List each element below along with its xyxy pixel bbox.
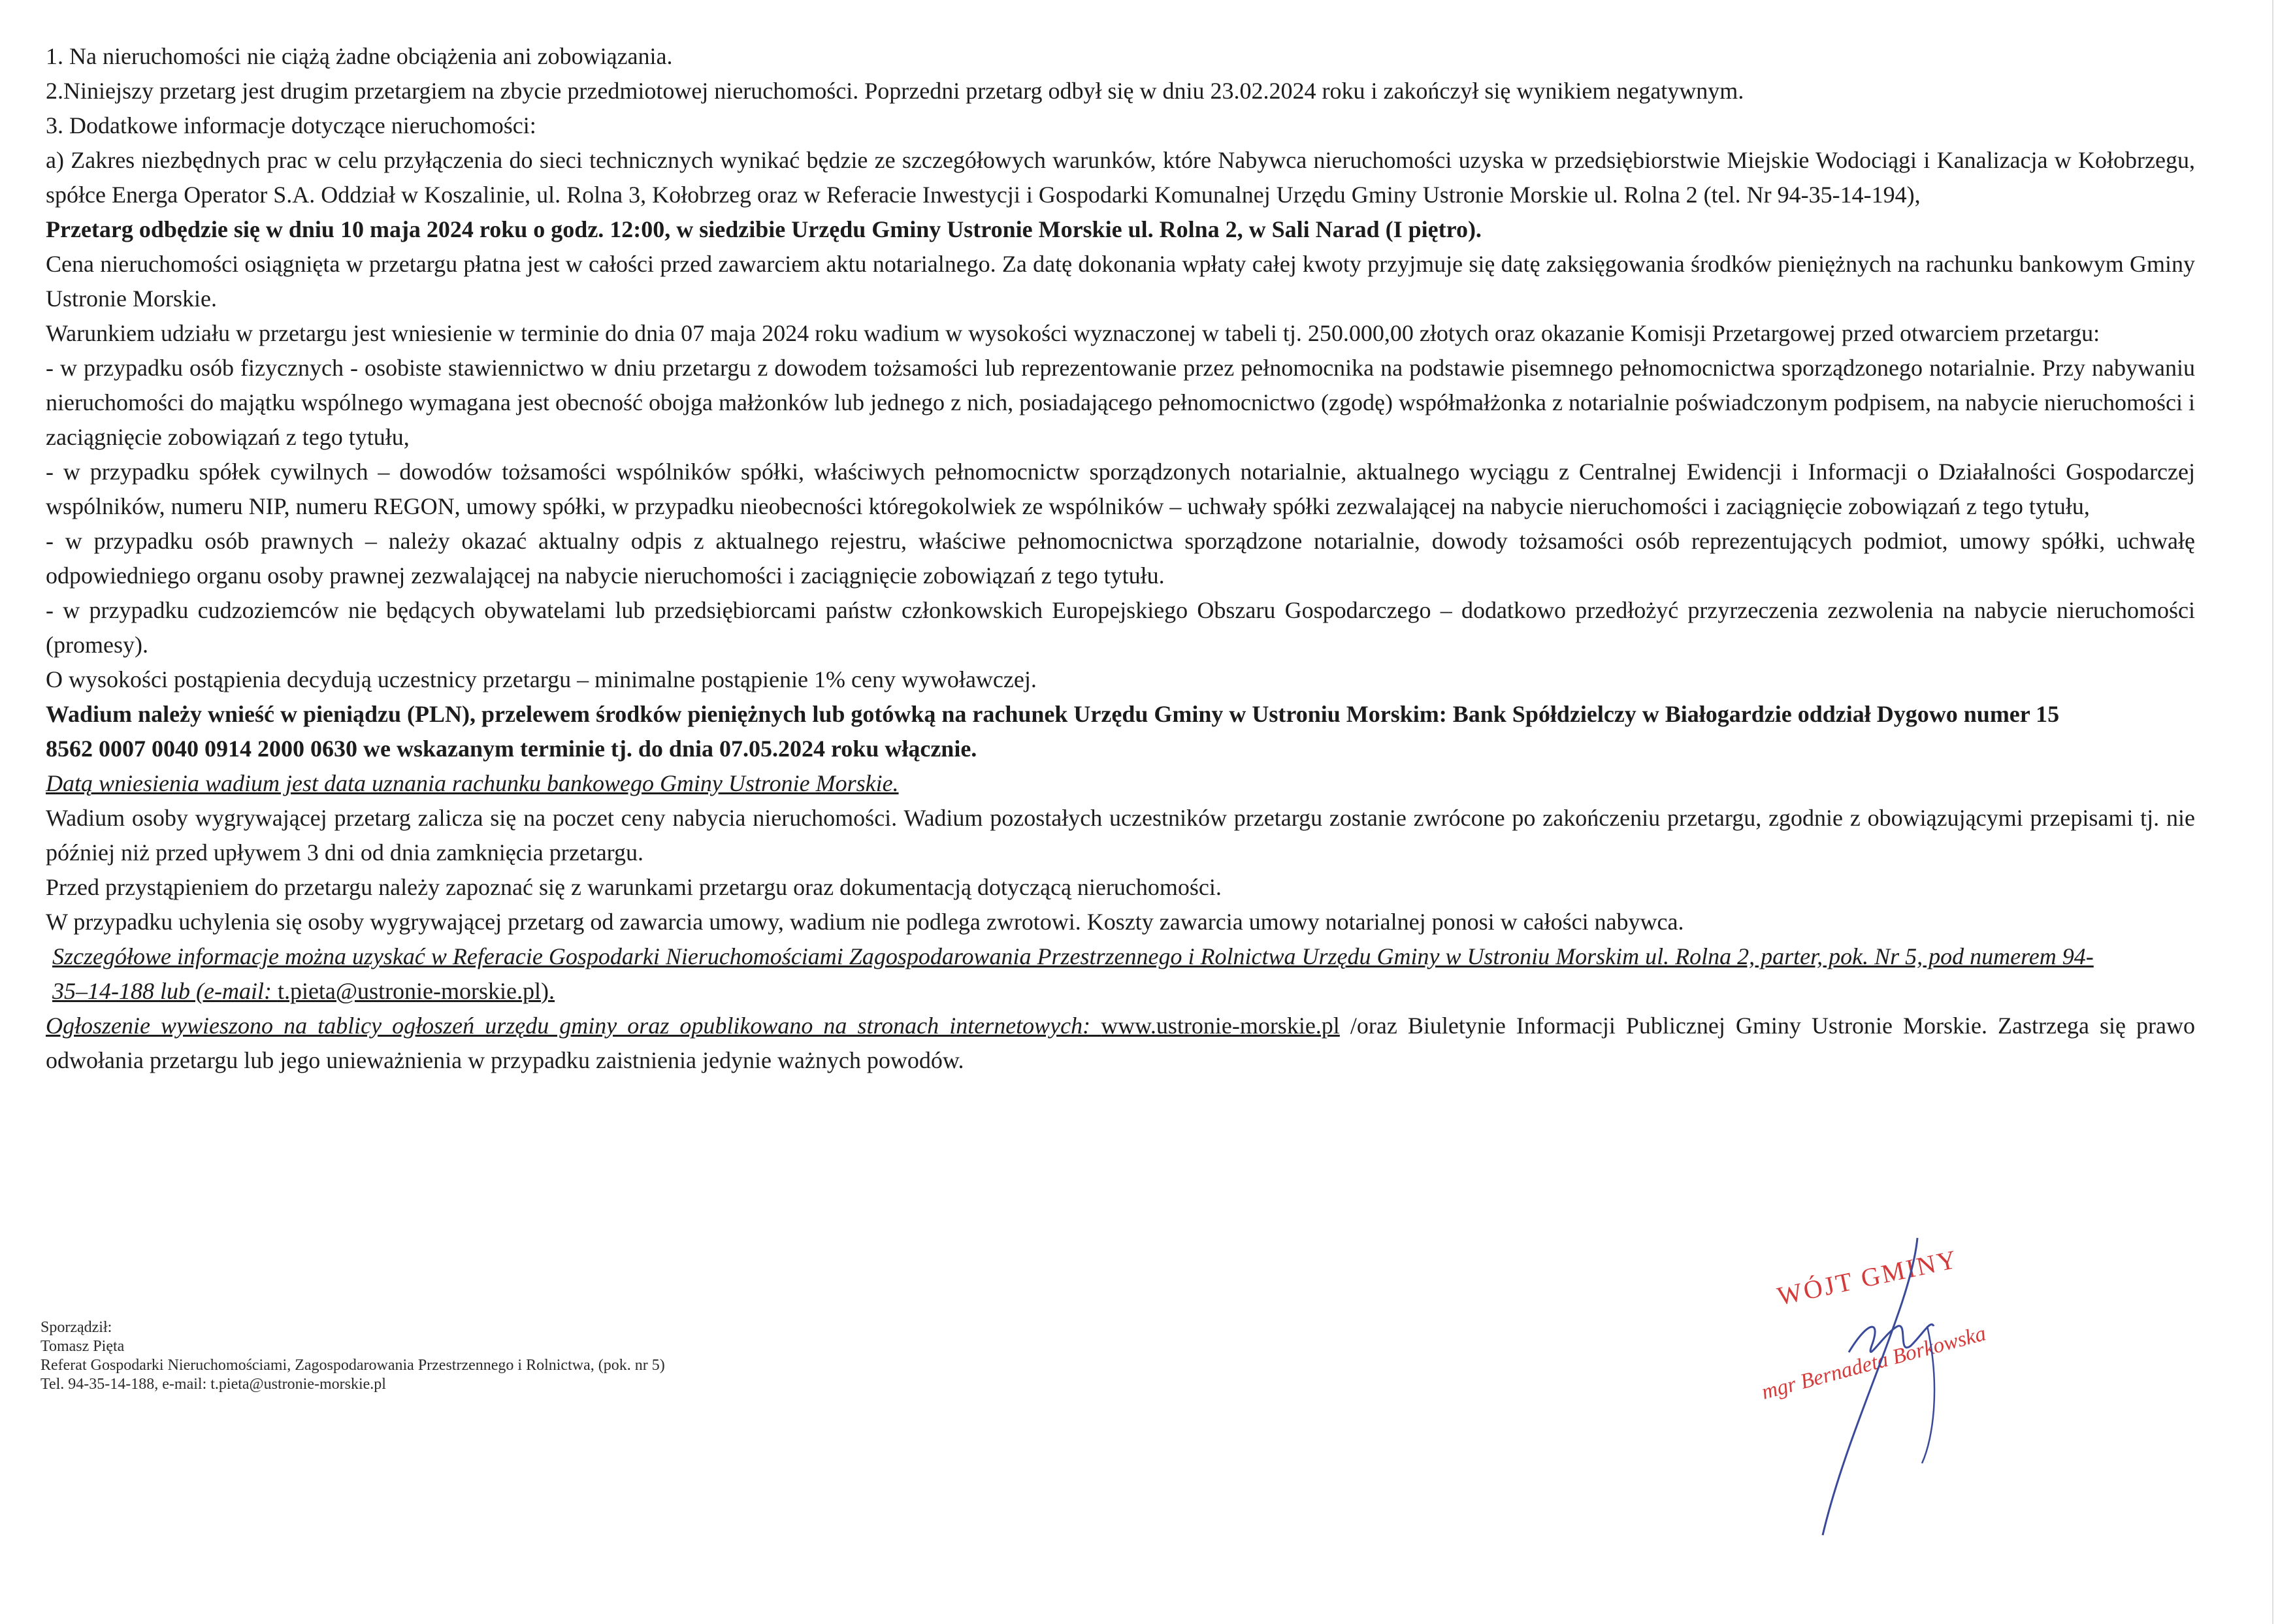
contact-details-close: ). — [541, 978, 555, 1004]
clause-additional-info-heading: 3. Dodatkowe informacje dotyczące nieruchomości: — [46, 112, 536, 138]
website-link[interactable]: www.ustronie-morskie.pl — [1101, 1013, 1340, 1039]
prepared-by-label: Sporządził: — [41, 1319, 112, 1336]
publication-notice-lead: Ogłoszenie wywieszono na tablicy ogłoszeń urzędu gminy oraz opublikowano na stronach internetowych: — [46, 1013, 1101, 1039]
req-foreigners: - w przypadku cudzoziemców nie będących obywatelami lub przedsiębiorcami państw członkowskich Europejskiego Obszaru Gospodarczego – dodatkowo przedłożyć przyrzeczenia zezwolenia na nabycie nieruchomości (promesy). — [46, 597, 2195, 658]
familiarization-note: Przed przystąpieniem do przetargu należy zapoznać się z warunkami przetargu oraz dokumentacją dotyczącą nieruchomości. — [46, 874, 1222, 900]
stamp-name: mgr Bernadeta Borkowska — [1759, 1322, 1989, 1405]
prepared-by-name: Tomasz Pięta — [41, 1338, 125, 1355]
document-body — [46, 39, 2195, 1078]
evasion-note: W przypadku uchylenia się osoby wygrywającej przetarg od zawarcia umowy, wadium nie podlega zwrotowi. Koszty zawarcia umowy notarialnej ponosi w całości nabywca. — [46, 909, 1684, 935]
req-natural-persons: - w przypadku osób fizycznych - osobiste stawiennictwo w dniu przetargu z dowodem tożsamości lub reprezentowanie przez pełnomocnika na podstawie pisemnego pełnomocnictwa sporządzonego notarialnie. Przy nabywaniu nieruchomości do majątku wspólnego wymagana jest obecność obojga małżonków lub jednego z nich, posiadającego pełnomocnictwo (zgodę) współmałżonka z notarialnie poświadczonym podpisem, na nabycie nieruchomości i zaciągnięcie zobowiązań z tego tytułu, — [46, 355, 2195, 450]
req-legal-persons: - w przypadku osób prawnych – należy okazać aktualny odpis z aktualnego rejestru, właściwe pełnomocnictwa sporządzone notarialnie, dowody tożsamości osób reprezentujących podmiot, umowy spółki, uchwałę odpowiedniego organu osoby prawnej zezwalającej na nabycie nieruchomości i zaciągnięcie zobowiązań z tego tytułu. — [46, 528, 2195, 589]
contact-details-text: Szczegółowe informacje można uzyskać w Referacie Gospodarki Nieruchomościami Zagospodarowania Przestrzennego i Rolnictwa Urzędu Gminy w Ustroniu Morskim ul. Rolna 2, parter, pok. Nr 5, pod numerem 94-35–14-188 lub (e-mail: — [52, 943, 2094, 1004]
payment-terms: Cena nieruchomości osiągnięta w przetargu płatna jest w całości przed zawarciem aktu notarialnego. Za datę dokonania wpłaty całej kwoty przyjmuje się datę zaksięgowania środków pieniężnych na rachunku bankowym Gminy Ustronie Morskie. — [46, 251, 2195, 312]
bid-increment: O wysokości postąpienia decydują uczestnicy przetargu – minimalne postąpienie 1% ceny wywoławczej. — [46, 666, 1037, 692]
deposit-conditions: Warunkiem udziału w przetargu jest wniesienie w terminie do dnia 07 maja 2024 roku wadium w wysokości wyznaczonej w tabeli tj. 250.000,00 złotych oraz okazanie Komisji Przetargowej przed otwarciem przetargu: — [46, 320, 2100, 346]
prepared-by-contact: Tel. 94-35-14-188, e-mail: t.pieta@ustronie-morskie.pl — [41, 1376, 386, 1393]
publication-notice — [46, 1009, 2195, 1078]
clause-second-tender: 2.Niniejszy przetarg jest drugim przetargiem na zbycie przedmiotowej nieruchomości. Poprzedni przetarg odbył się w dniu 23.02.2024 roku i zakończył się wynikiem negatywnym. — [46, 78, 1744, 104]
tender-date-notice: Przetarg odbędzie się w dniu 10 maja 2024 roku o godz. 12:00, w siedzibie Urzędu Gminy Ustronie Morskie ul. Rolna 2, w Sali Narad (I piętro). — [46, 216, 1482, 242]
deposit-bank-account: Wadium należy wnieść w pieniądzu (PLN), przelewem środków pieniężnych lub gotówką na rachunek Urzędu Gminy w Ustroniu Morskim: Bank Spółdzielczy w Białogardzie oddział Dygowo numer 15 8562 0007 0040 0914 2000 0630 we wskazanym terminie tj. do dnia 07.05.2024 roku włącznie. — [46, 701, 2060, 762]
clause-utilities: a) Zakres niezbędnych prac w celu przyłączenia do sieci technicznych wynikać będzie ze szczegółowych warunków, które Nabywca nieruchomości uzyska w przedsiębiorstwie Miejskie Wodociągi i Kanalizacja w Kołobrzegu, spółce Energa Operator S.A. Oddział w Koszalinie, ul. Rolna 3, Kołobrzeg oraz w Referacie Inwestycji i Gospodarki Komunalnej Urzędu Gminy Ustronie Morskie ul. Rolna 2 (tel. Nr 94-35-14-194), — [46, 147, 2195, 208]
deposit-date-note: Datą wniesienia wadium jest data uznania rachunku bankowego Gminy Ustronie Morskie. — [46, 770, 899, 796]
signature-stamp-graphic — [1751, 1228, 2117, 1555]
req-civil-partnerships: - w przypadku spółek cywilnych – dowodów tożsamości wspólników spółki, właściwych pełnomocnictw sporządzonych notarialnie, aktualnego wyciągu z Centralnej Ewidencji i Informacji o Działalności Gospodarczej wspólników, numeru NIP, numeru REGON, umowy spółki, w przypadku nieobecności któregokolwiek ze wspólników – uchwały spółki zezwalającej na nabycie nieruchomości i zaciągnięcie zobowiązań z tego tytułu, — [46, 459, 2195, 519]
page-edge — [2272, 0, 2273, 1624]
publication-notice-slash: / — [1339, 1013, 1357, 1039]
contact-details — [46, 939, 2195, 1009]
clause-encumbrances: 1. Na nieruchomości nie ciążą żadne obciążenia ani zobowiązania. — [46, 43, 673, 69]
publication-notice-rest: oraz Biuletynie Informacji Publicznej Gminy Ustronie Morskie. Zastrzega się prawo odwołania przetargu lub jego unieważnienia w przypadku zaistnienia jedynie ważnych powodów. — [46, 1013, 2195, 1073]
prepared-by-department: Referat Gospodarki Nieruchomościami, Zagospodarowania Przestrzennego i Rolnictwa, (pok. nr 5) — [41, 1357, 665, 1374]
contact-email-link[interactable]: t.pieta@ustronie-morskie.pl — [277, 978, 542, 1004]
stamp-title: WÓJT GMINY — [1774, 1244, 1961, 1311]
prepared-by-block — [41, 1318, 1020, 1394]
mayor-signature-stamp — [1751, 1228, 2117, 1555]
deposit-refund: Wadium osoby wygrywającej przetarg zalicza się na poczet ceny nabycia nieruchomości. Wadium pozostałych uczestników przetargu zostanie zwrócone po zakończeniu przetargu, zgodnie z obowiązującymi przepisami tj. nie później niż przed upływem 3 dni od dnia zamknięcia przetargu. — [46, 805, 2195, 866]
